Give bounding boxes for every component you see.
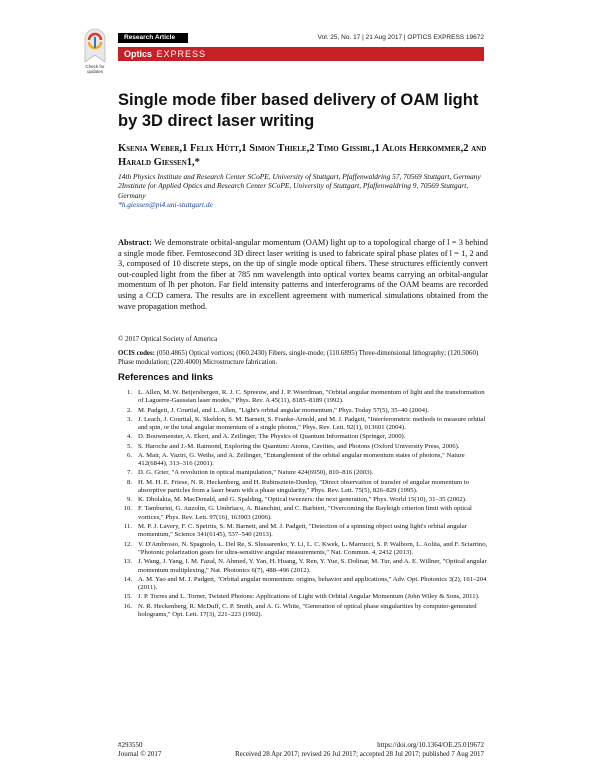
- abstract-label: Abstract:: [118, 238, 152, 247]
- reference-item: [118, 603, 488, 620]
- footer-doi-link[interactable]: https://doi.org/10.1364/OE.25.019672: [377, 741, 484, 749]
- paper-title: Single mode fiber based delivery of OAM light by 3D direct laser writing: [118, 91, 479, 130]
- reference-item: [118, 443, 488, 451]
- reference-number: 15.: [123, 593, 132, 601]
- reference-text: A. Mair, A. Vaziri, G. Weihs, and A. Zeilinger, "Entanglement of the orbital angular momentum states of photons," Nature 412(6844), 313–316 (2001).: [138, 451, 465, 468]
- footer-article-id: #293550: [118, 741, 143, 749]
- reference-item: [118, 416, 488, 433]
- reference-text: D. Bouwmeester, A. Ekert, and A. Zeilinger, The Physics of Quantum Information (Springer, 2000).: [138, 433, 406, 441]
- brand-main: Optics: [124, 49, 153, 59]
- reference-item: [118, 496, 488, 504]
- reference-text: V. D'Ambrosio, N. Spagnolo, L. Del Re, S. Slussarenko, Y. Li, L. C. Kwek, L. Marrucci, S. P. Walborn, L. Aolita, and F. Sciarrino, "Photonic polarization gears for ultra-sensitive angular measurements," Nat. Commun. 4, 2432 (2013).: [138, 540, 488, 556]
- reference-item: [118, 469, 488, 477]
- ocis-codes: [118, 350, 488, 368]
- reference-text: J. Leach, J. Courtial, K. Skeldon, S. M. Barnett, S. Franke-Arnold, and M. J. Padgett, "Interferometric methods to measure orbital and spin, or the total angular momentum of a single photon," Phys. Rev. Lett. 92(1), 013601 (2004).: [138, 415, 486, 432]
- reference-number: 9.: [126, 496, 132, 504]
- author-list: Ksenia Weber,1 Felix Hütt,1 Simon Thiele,2 Timo Gissibl,1 Alois Herkommer,2 and Harald Giessen1,*: [118, 143, 487, 168]
- reference-text: H. M. H. E. Friese, N. R. Heckenberg, and H. Rubinsztein-Dunlop, "Direct observation of transfer of angular momentum to absorptive particles from a laser beam with a phase singularity," Phys. Rev. Lett. 75(5), 826–829 (1995).: [138, 478, 469, 495]
- reference-text: J. P. Torres and L. Torner, Twisted Photons: Applications of Light with Orbital Angular Momentum (John Wiley & Sons, 2011).: [138, 593, 480, 601]
- reference-text: N. R. Heckenberg, R. McDuff, C. P. Smith, and A. G. White, "Generation of optical phase singularities by computer-generated holograms," Opt. Lett. 17(3), 221–223 (1992).: [138, 602, 477, 618]
- reference-text: M. Padgett, J. Courtial, and L. Allen, "Light's orbital angular momentum," Phys. Today 57(5), 35–40 (2004).: [138, 406, 429, 414]
- copyright-notice: © 2017 Optical Society of America: [118, 335, 218, 343]
- reference-text: J. Wang, J. Yang, I. M. Fazal, N. Ahmed, Y. Yan, H. Huang, Y. Ren, Y. Yue, S. Dolinar, M. Tur, and A. E. Willner, "Optical angular momentum multiplexing," Nat. Photonics 6(7), 488–496 (2012).: [138, 558, 487, 574]
- ocis-text: (050.4865) Optical vortices; (060.2430) Fibers, single-mode; (110.6895) Three-dimensional lithography; (120.5060) Phase modulation; (220.4000) Microstructure fabrication.: [118, 350, 479, 366]
- reference-number: 10.: [123, 505, 132, 513]
- reference-item: [118, 505, 488, 522]
- reference-number: 7.: [126, 469, 132, 477]
- check-updates-label: Check for updates: [85, 64, 105, 74]
- reference-number: 3.: [126, 415, 132, 423]
- reference-text: S. Haroche and J.-M. Raimond, Exploring the Quantum: Atoms, Cavities, and Photons (Oxford University Press, 2006).: [138, 442, 460, 450]
- bookmark-icon: [84, 28, 106, 64]
- reference-text: F. Tamburini, G. Anzolin, G. Umbriaco, A. Bianchini, and C. Barbieri, "Overcoming the Rayleigh criterion limit with optical vortices," Phys. Rev. Lett. 97(16), 163903 (2006).: [138, 505, 472, 521]
- affiliation-1: 14th Physics Institute and Research Center SCoPE, University of Stuttgart, Pfaffenwaldring 57, 70569 Stuttgart, Germany: [118, 172, 481, 181]
- reference-number: 16.: [123, 602, 132, 610]
- reference-text: M. P. J. Lavery, F. C. Speirits, S. M. Barnett, and M. J. Padgett, "Detection of a spinning object using light's orbital angular momentum," Science 341(6145), 537–540 (2013).: [138, 523, 467, 539]
- reference-number: 14.: [123, 575, 132, 583]
- abstract-text: We demonstrate orbital-angular momentum (OAM) light up to a topological charge of l = 3 behind a single mode fiber. Femtosecond 3D direct laser writing is used to fabricate spiral phase plates of l = 1, 2 and 3, composed of 10 discrete steps, on the tip of single mode optical fibers. These structures efficiently convert out-coupled light from the fiber at 785 nm wavelength into optical vortex beams carrying an orbital-angular momentum of lħ per photon. Far field intensity patterns and interferograms of the OAM beams are recorded using a CCD camera. The results are in excellent agreement with numerical simulations obtained from the wave propagation method.: [118, 238, 488, 311]
- reference-item: [118, 523, 488, 540]
- reference-number: 8.: [126, 478, 132, 486]
- brand-sub: EXPRESS: [156, 49, 207, 59]
- journal-volume-line: Vol. 25, No. 17 | 21 Aug 2017 | OPTICS EXPRESS 19672: [317, 34, 484, 41]
- reference-item: [118, 558, 488, 575]
- footer-journal: Journal © 2017: [118, 750, 162, 758]
- reference-item: [118, 452, 488, 469]
- reference-number: 11.: [123, 523, 132, 531]
- reference-number: 6.: [126, 451, 132, 459]
- reference-number: 1.: [126, 389, 132, 396]
- references-list: [118, 389, 488, 620]
- reference-item: [118, 541, 488, 558]
- reference-item: [118, 433, 488, 441]
- reference-text: D. G. Grier, "A revolution in optical manipulation," Nature 424(6950), 810–816 (2003).: [138, 469, 374, 477]
- abstract: [118, 238, 488, 312]
- footer-right: [200, 741, 484, 759]
- reference-number: 5.: [126, 442, 132, 450]
- reference-number: 2.: [126, 406, 132, 414]
- ocis-label: OCIS codes:: [118, 350, 155, 357]
- reference-item: [118, 479, 488, 496]
- reference-text: A. M. Yao and M. J. Padgett, "Orbital angular momentum: origins, behavior and applications," Adv. Opt. Photonics 3(2), 161–204 (2011).: [138, 575, 487, 592]
- reference-item: [118, 593, 488, 601]
- references-heading: References and links: [118, 372, 214, 383]
- reference-text: L. Allen, M. W. Beijersbergen, R. J. C. Spreeuw, and J. P. Woerdman, "Orbital angular momentum of light and the transformation of Laguerre-Gaussian laser modes," Phys. Rev. A 45(11), 8185–8189 (1992).: [138, 389, 485, 405]
- contact-email-link[interactable]: *h.giessen@pi4.uni-stuttgart.de: [118, 200, 213, 210]
- journal-brand-bar: [118, 47, 484, 61]
- reference-item: [118, 407, 488, 415]
- affiliations: [118, 172, 490, 210]
- reference-text: K. Dholakia, M. MacDonald, and G. Spalding, "Optical tweezers: the next generation," Phys. World 15(10), 31–35 (2002).: [138, 496, 467, 504]
- article-type-label: Research Article: [118, 33, 188, 43]
- affiliation-2: 2Institute for Applied Optics and Research Center SCoPE, University of Stuttgart, Pfaffenwaldring 9, 70569 Stuttgart, Germany: [118, 181, 469, 200]
- reference-item: [118, 576, 488, 593]
- reference-item: [118, 389, 488, 406]
- footer-left: [118, 741, 161, 759]
- reference-number: 4.: [126, 433, 132, 441]
- footer-dates: Received 28 Apr 2017; revised 26 Jul 2017; accepted 28 Jul 2017; published 7 Aug 2017: [234, 750, 484, 758]
- reference-number: 13.: [123, 558, 132, 566]
- reference-number: 12.: [123, 540, 132, 548]
